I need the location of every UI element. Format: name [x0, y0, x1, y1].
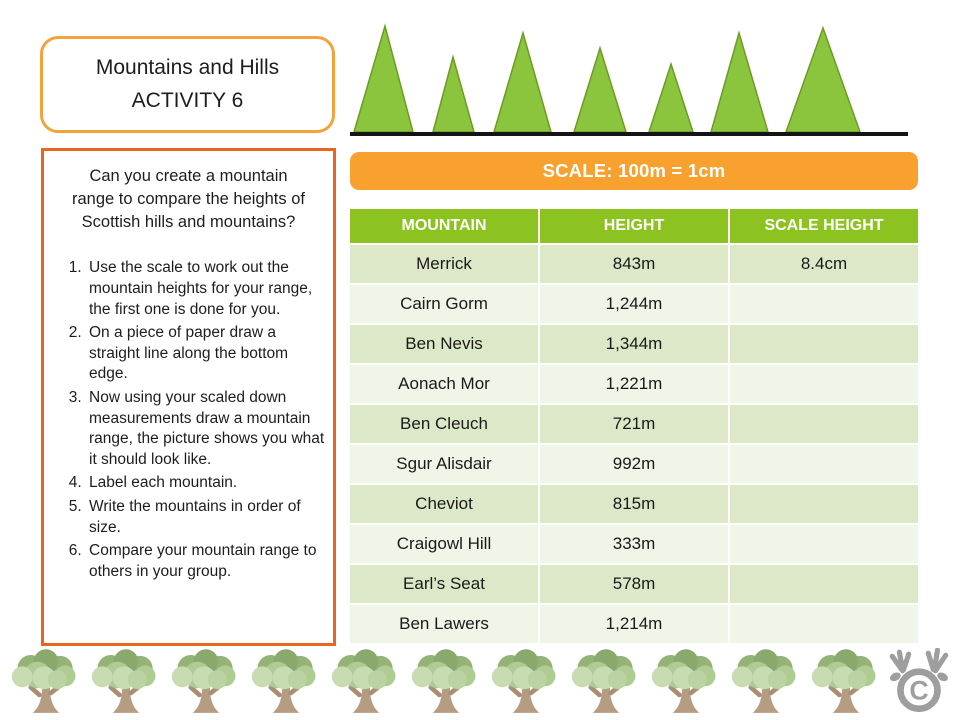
mountain-triangle: [494, 33, 551, 132]
height-cell: 815m: [540, 485, 728, 523]
height-cell: 992m: [540, 445, 728, 483]
height-cell: 578m: [540, 565, 728, 603]
scale-height-cell: [730, 365, 918, 403]
instruction-step: 5. Write the mountains in order of size.: [86, 497, 327, 538]
tree-icon: [8, 649, 84, 716]
mountain-cell: Merrick: [350, 245, 538, 283]
column-header-height: HEIGHT: [540, 209, 728, 243]
instruction-step: 1. Use the scale to work out the mountain heights for your range, the first one is done for you.: [86, 258, 327, 320]
mountain-triangle: [786, 28, 860, 132]
mountain-cell: Aonach Mor: [350, 365, 538, 403]
mountain-cell: Ben Cleuch: [350, 405, 538, 443]
tree-icon: [328, 649, 404, 716]
mountain-cell: Cairn Gorm: [350, 285, 538, 323]
scale-height-cell: [730, 405, 918, 443]
height-cell: 1,221m: [540, 365, 728, 403]
mountain-cell: Sgur Alisdair: [350, 445, 538, 483]
mountain-range-illustration: [345, 8, 915, 136]
scale-height-cell: [730, 485, 918, 523]
tree-border: [8, 649, 888, 717]
mountain-triangle: [354, 26, 413, 132]
title-box: [40, 36, 335, 133]
tree-icon: [808, 649, 884, 716]
mountain-triangle: [433, 57, 474, 132]
mountain-table: [350, 209, 918, 643]
tree-icon: [648, 649, 724, 716]
mountain-cell: Craigowl Hill: [350, 525, 538, 563]
scale-height-cell: [730, 445, 918, 483]
instruction-step: 2. On a piece of paper draw a straight line along the bottom edge.: [86, 323, 327, 385]
height-cell: 721m: [540, 405, 728, 443]
scale-height-cell: [730, 285, 918, 323]
tree-icon: [408, 649, 484, 716]
height-cell: 1,244m: [540, 285, 728, 323]
tree-icon: [88, 649, 164, 716]
height-cell: 1,344m: [540, 325, 728, 363]
height-cell: 1,214m: [540, 605, 728, 643]
mountain-triangle: [711, 33, 768, 132]
instruction-step: 4. Label each mountain.: [86, 473, 327, 494]
mountain-cell: Ben Nevis: [350, 325, 538, 363]
moose-copyright-icon: [884, 648, 956, 716]
height-cell: 333m: [540, 525, 728, 563]
mountain-triangle: [649, 64, 693, 132]
mountain-triangle: [574, 48, 626, 132]
scale-height-cell: [730, 325, 918, 363]
tree-icon: [568, 649, 644, 716]
tree-icon: [248, 649, 324, 716]
height-cell: 843m: [540, 245, 728, 283]
tree-icon: [488, 649, 564, 716]
scale-height-cell: [730, 565, 918, 603]
activity-question: Can you create a mountain range to compare the heights of Scottish hills and mountains?: [72, 167, 305, 232]
instruction-step: 3. Now using your scaled down measurements draw a mountain range, the picture shows you what it should look like.: [86, 388, 327, 470]
title-line-2: ACTIVITY 6: [131, 88, 244, 112]
scale-banner: [350, 152, 918, 190]
scale-height-cell: [730, 605, 918, 643]
copyright-letter: C: [909, 675, 929, 706]
scale-height-cell: 8.4cm: [730, 245, 918, 283]
title-line-1: Mountains and Hills: [95, 55, 280, 79]
mountain-cell: Earl’s Seat: [350, 565, 538, 603]
mountain-cell: Cheviot: [350, 485, 538, 523]
instruction-step: 6. Compare your mountain range to others in your group.: [86, 541, 327, 582]
instruction-steps: [50, 258, 327, 582]
scale-height-cell: [730, 525, 918, 563]
tree-icon: [728, 649, 804, 716]
tree-icon: [168, 649, 244, 716]
column-header-scale-height: SCALE HEIGHT: [730, 209, 918, 243]
mountain-cell: Ben Lawers: [350, 605, 538, 643]
instructions-box: [41, 148, 336, 646]
column-header-mountain: MOUNTAIN: [350, 209, 538, 243]
scale-banner-label: SCALE: 100m = 1cm: [542, 160, 726, 181]
